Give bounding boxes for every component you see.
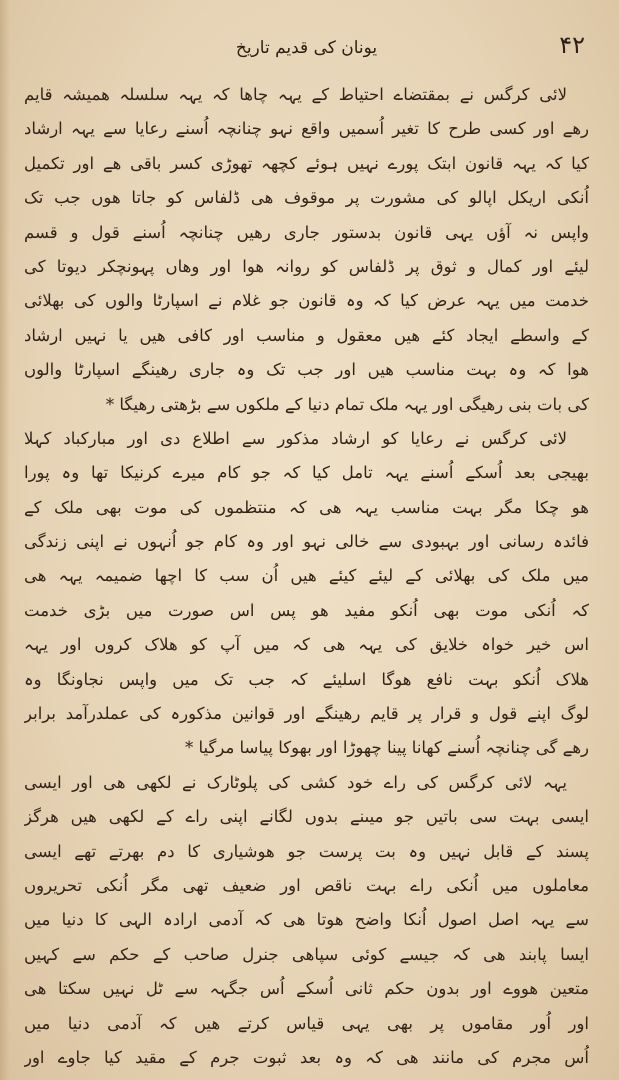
text-line: میں ملک کی بھلائی کے لیئے کیئے ھیں اُن سب کا اچھا ضمیمہ یہہ ھی (24, 566, 589, 586)
text-line: خدمت میں یہہ عرض کیا کہ وہ قانون جو غلام نے اسپارٹا والوں کی بھلائی (24, 291, 589, 311)
text-line: بھیجی بعد اُسکے اُسنے یہہ تامل کیا کہ جو کام میرے کرنیکا تھا وہ پورا (24, 463, 589, 483)
text-line: ھوا کہ وہ بہت مناسب ھیں اور جب تک وہ جاری رھینگے اسپارٹا والوں (24, 360, 589, 380)
text-line: لوگ اپنے قول و قرار پر قایم رھینگے اور قوانین مذکورہ کی عملدرآمد برابر (24, 704, 589, 724)
text-line: متعین ھووے اور بدون حکم ثانی اُسکے اُس جگہہ سے ٹل نہیں سکتا ھی (24, 979, 589, 999)
text-line: ھو چکا مگر بہت مناسب یہہ ھی کہ منتظموں کی موت بھی ملک کے (24, 497, 589, 517)
text-line: ایسا پابند ھی کہ جیسے کوئی سپاھی جنرل صاحب کے حکم سے کہیں (24, 944, 589, 964)
text-line: کیا کہ یہہ قانون ابتک پورے نہیں ہوئے کچھہ تھوڑی کسر باقی ھے اور تکمیل (24, 153, 589, 173)
text-line: لیئے اور کمال و ثوق پر ڈلفاس کو روانہ ھوا اور وھاں پہونچکر دیوتا کی (24, 256, 589, 276)
text-line: رھے اور کسی طرح کا تغیر اُسمیں واقع نہو چنانچہ اُسنے رعایا سے یہہ ارشاد (24, 119, 589, 139)
page-edge-shadow (0, 0, 10, 1080)
text-line: کی بات بنی رھیگی اور یہہ ملک تمام دنیا کے ملکوں سے بڑھتی رھیگا * (105, 394, 589, 414)
text-line: ایسی بہت سی باتیں جو میںنے بدوں لگانے اپنی راے کے لکھی ھیں ھرگز (24, 807, 589, 827)
text-line: معاملوں میں اُنکی راے بہت ناقص اور ضعیف تھی مگر اُنکی تحریروں (24, 875, 589, 895)
page-number: ۴۲ (559, 31, 585, 59)
text-line: لائی کرگس نے بمقتضاے احتیاط کے یہہ چاھا کہ یہہ سلسلہ ھمیشہ قایم (24, 85, 567, 104)
text-line: اس خیر خواہ خلایق کی یہہ ھی کہ میں آپ کو ھلاک کروں اور یہہ (24, 635, 589, 655)
text-line: اُنکی اریکل اپالو کی مشورت پر موقوف ھی ڈلفاس کو جاتا ھوں جب تک (24, 188, 589, 208)
text-line: اُس مجرم کی مانند ھی کہ وہ بعد ثبوت جرم کے مقید کیا جاوے اور (24, 1047, 589, 1067)
text-line: کہ اُنکی موت بھی اُنکو مفید ھو پس اس صورت میں بڑی خدمت (24, 600, 589, 620)
text-line: واپس نہ آؤں یہی قانون بدستور جاری رھیں چنانچہ اُسنے قول و قسم (24, 222, 589, 242)
text-line: سے یہہ اصل اصول اُنکا واضح ھوتا ھی کہ آدمی ارادہ الہی کا دنیا میں (24, 910, 589, 930)
running-title: یونان کی قدیم تاریخ (235, 38, 378, 58)
text-body (24, 78, 589, 1075)
page-header (28, 30, 585, 64)
text-line: اور اُور مقاموں پر بھی یہی قیاس کرتے ھیں کہ آدمی دنیا میں (24, 1013, 589, 1033)
text-line: کے واسطے ایجاد کئے ھیں معقول و مناسب اور کافی ھیں یا نہیں ارشاد (24, 325, 589, 345)
text-line: رھے گی چنانچہ اُسنے کھانا پینا چھوڑا اور بھوکا پیاسا مرگیا * (184, 738, 589, 758)
text-line: پسند کے قابل نہیں وہ بت پرست جو ھوشیاری کا دم بھرتے تھے ایسی (24, 841, 589, 861)
text-line: لائی کرگس نے رعایا کو ارشاد مذکور سے اطلاع دی اور مبارکباد کہلا (24, 428, 567, 448)
text-line: فائدہ رسانی اور بہبودی سے خالی نہو اور وہ کام جو اُنہوں نے اپنی زندگی (24, 532, 589, 552)
text-line: ھلاک اُنکو بہت نافع ھوگا اسلیئے کہ جب تک میں واپس نجاونگا وہ (24, 669, 589, 689)
text-line: یہہ لائی کرگس کی راے خود کشی کی پلوٹارک نے لکھی ھی اور ایسی (24, 772, 567, 792)
